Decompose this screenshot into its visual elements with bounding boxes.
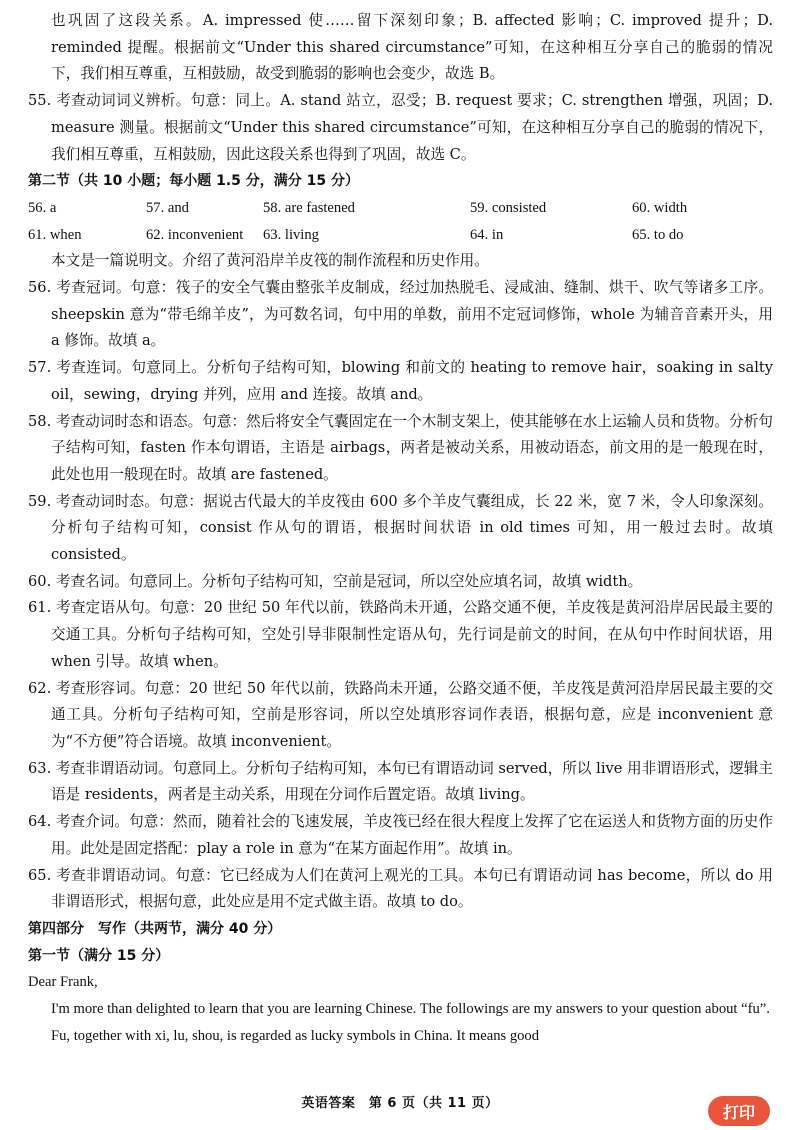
letter-paragraph-2: Fu, together with xi, lu, shou, is regarded as lucky symbols in China. It means good bbox=[51, 1027, 540, 1044]
explanation-63: 63. 考查非谓语动词。句意同上。分析句子结构可知，本句已有谓语动词 served，所以 live 用非谓语形式，逻辑主语是 residents，两者是主动关系，用现在分词作后置定语。故填 living。 bbox=[28, 759, 773, 804]
letter-paragraph-1: I'm more than delighted to learn that you are learning Chinese. The followings are my answers to your question about “fu”. bbox=[51, 1001, 770, 1018]
answer-64: 64. in bbox=[470, 226, 504, 243]
answer-56: 56. a bbox=[28, 199, 57, 216]
part4-heading: 第四部分 写作（共两节，满分 40 分） bbox=[28, 920, 282, 937]
page-footer: 英语答案 第 6 页（共 11 页） bbox=[301, 1096, 499, 1111]
explanation-58: 58. 考查动词时态和语态。句意：然后将安全气囊固定在一个木制支架上，使其能够在水上运输人员和货物。分析句子结构可知，fasten 作本句谓语，主语是 airbags，两者是被动关系，用被动语态，前文用的是一般现在时，此处也用一般现在时。故填 are fastened。 bbox=[28, 412, 773, 483]
answer-59: 59. consisted bbox=[470, 199, 547, 216]
answer-60: 60. width bbox=[632, 199, 688, 216]
explanation-60: 60. 考查名词。句意同上。分析句子结构可知，空前是冠词，所以空处应填名词，故填 width。 bbox=[28, 572, 643, 590]
section2-heading: 第二节（共 10 小题；每小题 1.5 分，满分 15 分） bbox=[28, 173, 360, 190]
paragraph-54-continued: 也巩固了这段关系。A. impressed 使……留下深刻印象；B. affected 影响；C. improved 提升；D. reminded 提醒。根据前文“Under this shared circumstance”可知，在这种相互分享自己的脆弱的情况下，我们相互尊重，互相鼓励，故受到脆弱的影响也会变少，故选 B。 bbox=[51, 12, 773, 83]
answer-63: 63. living bbox=[263, 226, 319, 243]
answer-65: 65. to do bbox=[632, 226, 684, 243]
answer-row-2 bbox=[28, 222, 773, 249]
paragraph-55: 55. 考查动词词义辨析。句意：同上。A. stand 站立，忍受；B. request 要求；C. strengthen 增强，巩固；D. measure 测量。根据前文“Under this shared circumstance”可知，在这种相互分享自己的脆弱的情况下，我们相互尊重，互相鼓励，因此这段关系也得到了巩固，故选 C。 bbox=[28, 92, 773, 163]
passage-intro: 本文是一篇说明文。介绍了黄河沿岸羊皮筏的制作流程和历史作用。 bbox=[51, 252, 489, 270]
answer-row-1 bbox=[28, 195, 773, 222]
answer-61: 61. when bbox=[28, 226, 82, 243]
explanation-65: 65. 考查非谓语动词。句意：它已经成为人们在黄河上观光的工具。本句已有谓语动词 has become，所以 do 用非谓语形式，根据句意，此处应是用不定式做主语。故填 to do。 bbox=[28, 866, 773, 911]
explanation-62: 62. 考查形容词。句意：20 世纪 50 年代以前，铁路尚未开通，公路交通不便，羊皮筏是黄河沿岸居民最主要的交通工具。分析句子结构可知，空前是形容词，所以空处填形容词作表语，根据句意，应是 inconvenient 意为“不方便”符合语境。故填 inconvenient。 bbox=[28, 679, 773, 750]
print-button[interactable]: 打印 bbox=[708, 1096, 770, 1126]
explanation-59: 59. 考查动词时态。句意：据说古代最大的羊皮筏由 600 多个羊皮气囊组成，长 22 米，宽 7 米，令人印象深刻。分析句子结构可知，consist 作从句的谓语，根据时间状语 in old times 可知，用一般过去时。故填 consisted。 bbox=[28, 492, 773, 564]
explanation-61: 61. 考查定语从句。句意：20 世纪 50 年代以前，铁路尚未开通，公路交通不便，羊皮筏是黄河沿岸居民最主要的交通工具。分析句子结构可知，空处引导非限制性定语从句，先行词是前文的时间，在从句中作时间状语，用 when 引导。故填 when。 bbox=[28, 599, 773, 670]
letter-salutation: Dear Frank, bbox=[28, 974, 98, 991]
answer-58: 58. are fastened bbox=[263, 199, 355, 216]
answer-text bbox=[28, 8, 773, 1049]
explanation-64: 64. 考查介词。句意：然而，随着社会的飞速发展，羊皮筏已经在很大程度上发挥了它在运送人和货物方面的历史作用。此处是固定搭配：play a role in 意为“在某方面起作用”。故填 in。 bbox=[28, 813, 773, 857]
answer-62: 62. inconvenient bbox=[146, 226, 244, 243]
answer-57: 57. and bbox=[146, 199, 189, 216]
explanation-56: 56. 考查冠词。句意：筏子的安全气囊由整张羊皮制成，经过加热脱毛、浸咸油、缝制、烘干、吹气等诸多工序。sheepskin 意为“带毛绵羊皮”，为可数名词，句中用的单数，前用不定冠词修饰，whole 为辅音音素开头，用 a 修饰。故填 a。 bbox=[28, 279, 773, 350]
section1-heading: 第一节（满分 15 分） bbox=[28, 947, 170, 964]
explanation-57: 57. 考查连词。句意同上。分析句子结构可知，blowing 和前文的 heating to remove hair，soaking in salty oil，sewing，drying 并列，应用 and 连接。故填 and。 bbox=[28, 359, 773, 403]
